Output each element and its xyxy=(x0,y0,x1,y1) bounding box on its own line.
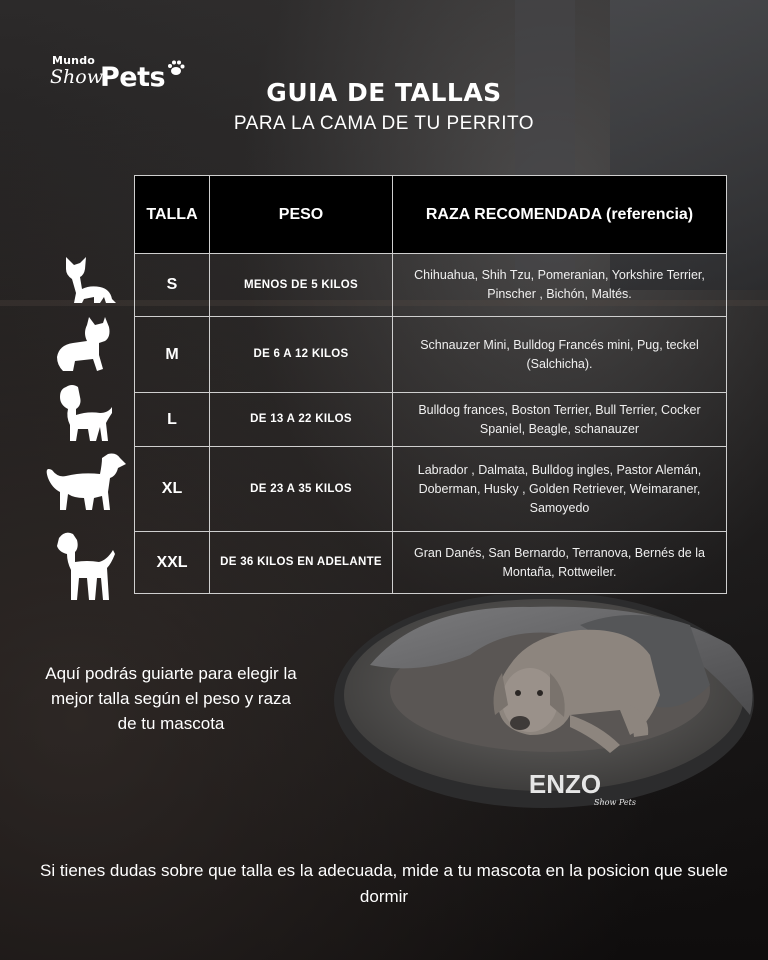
header-raza: RAZA RECOMENDADA (referencia) xyxy=(393,176,727,254)
bed-label-brand: Show Pets xyxy=(594,798,636,807)
dog-bed-photo xyxy=(330,595,768,820)
page-title: GUIA DE TALLAS xyxy=(266,78,502,107)
size-guide-table xyxy=(134,175,727,594)
table-row xyxy=(135,532,727,594)
brand-top-text: Mundo xyxy=(52,54,96,67)
talla-cell: XXL xyxy=(135,532,210,594)
talla-cell: M xyxy=(135,317,210,393)
brand-show-text: Show xyxy=(50,66,103,88)
table-row xyxy=(135,254,727,317)
guide-description: Aquí podrás guiarte para elegir la mejor talla según el peso y raza de tu mascota xyxy=(45,664,297,733)
talla-cell: XL xyxy=(135,447,210,532)
raza-cell: Gran Danés, San Bernardo, Terranova, Bernés de la Montaña, Rottweiler. xyxy=(393,532,727,594)
raza-cell: Bulldog frances, Boston Terrier, Bull Terrier, Cocker Spaniel, Beagle, schanauzer xyxy=(393,393,727,447)
header-peso: PESO xyxy=(210,176,393,254)
brand-pets-text: Pets xyxy=(100,62,166,93)
raza-cell: Labrador , Dalmata, Bulldog ingles, Pastor Alemán, Doberman, Husky , Golden Retriever, Weimaraner, Samoyedo xyxy=(393,447,727,532)
beagle-silhouette-icon xyxy=(58,383,114,443)
header-talla: TALLA xyxy=(135,176,210,254)
table-header-row xyxy=(135,176,727,254)
table-row xyxy=(135,447,727,532)
raza-cell: Chihuahua, Shih Tzu, Pomeranian, Yorkshire Terrier, Pinscher , Bichón, Maltés. xyxy=(393,254,727,317)
peso-cell: DE 13 A 22 KILOS xyxy=(210,393,393,447)
golden-retriever-silhouette-icon xyxy=(44,452,126,512)
page-subtitle: PARA LA CAMA DE TU PERRITO xyxy=(233,113,535,134)
table-row xyxy=(135,393,727,447)
chihuahua-silhouette-icon xyxy=(60,255,116,305)
paw-icon xyxy=(166,58,186,78)
peso-cell: DE 36 KILOS EN ADELANTE xyxy=(210,532,393,594)
french-bulldog-silhouette-icon xyxy=(55,315,111,373)
bed-label-name: ENZO xyxy=(528,769,602,799)
raza-cell: Schnauzer Mini, Bulldog Francés mini, Pug, teckel (Salchicha). xyxy=(393,317,727,393)
peso-cell: DE 23 A 35 KILOS xyxy=(210,447,393,532)
measurement-tip: Si tienes dudas sobre que talla es la adecuada, mide a tu mascota en la posicion que suele dormir xyxy=(40,861,729,906)
peso-cell: MENOS DE 5 KILOS xyxy=(210,254,393,317)
peso-cell: DE 6 A 12 KILOS xyxy=(210,317,393,393)
talla-cell: L xyxy=(135,393,210,447)
talla-cell: S xyxy=(135,254,210,317)
table-row xyxy=(135,317,727,393)
great-dane-silhouette-icon xyxy=(55,530,117,602)
